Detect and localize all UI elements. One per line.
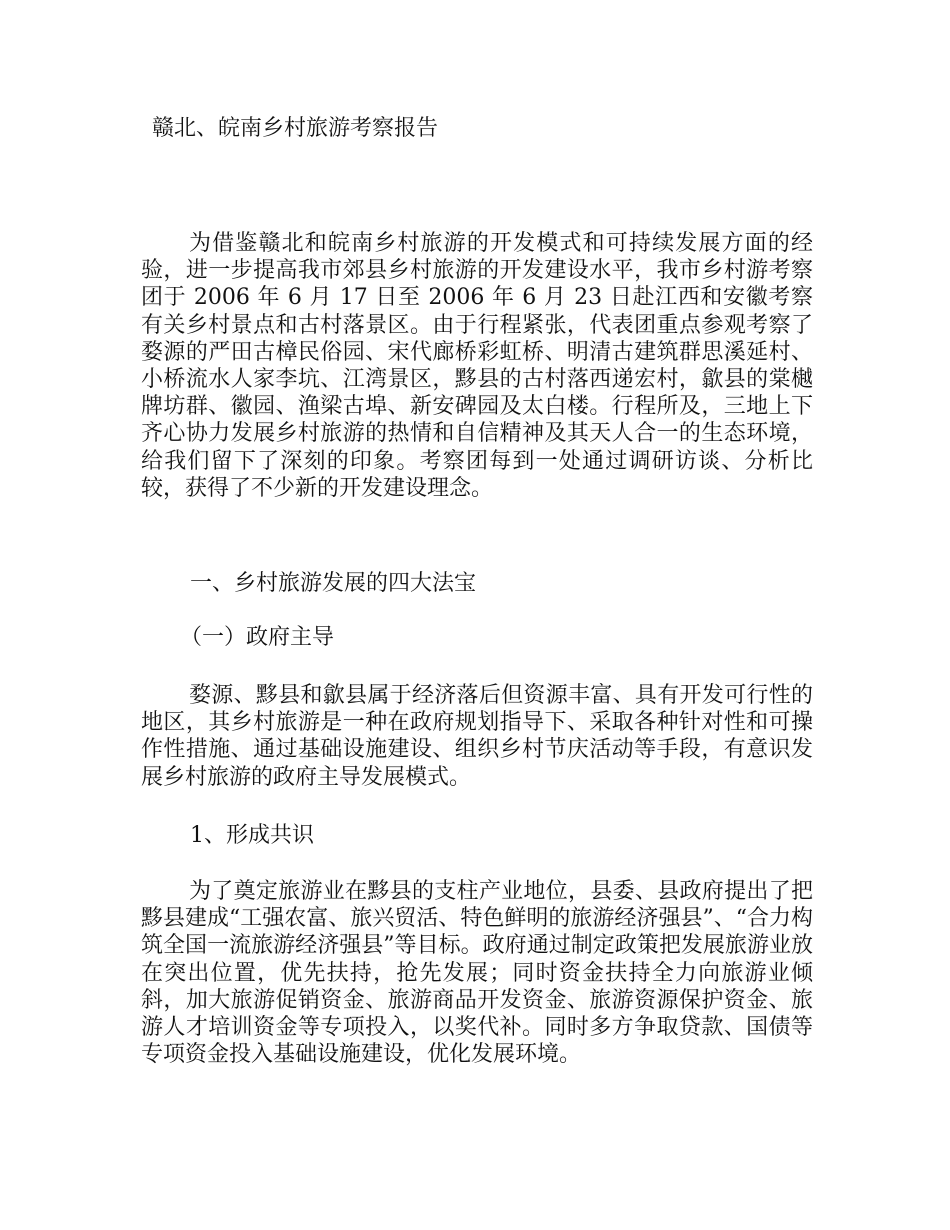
government-led-paragraph: 婺源、黟县和歙县属于经济落后但资源丰富、具有开发可行性的地区，其乡村旅游是一种在政府规划指导下、采取各种针对性和可操作性措施、通过基础设施建设、组织乡村节庆活动等手段，有意识发展乡村旅游的政府主导发展模式。: [141, 683, 813, 790]
document-title: 赣北、皖南乡村旅游考察报告: [152, 116, 439, 141]
intro-paragraph: 为借鉴赣北和皖南乡村旅游的开发模式和可持续发展方面的经验，进一步提高我市郊县乡村旅游的开发建设水平，我市乡村游考察团于 2006 年 6 月 17 日至 2006 年 6 月 23 日赴江西和安徽考察有关乡村景点和古村落景区。由于行程紧张，代表团重点参观考察了婺源的严田古樟民俗园、宋代廊桥彩虹桥、明清古建筑群思溪延村、小桥流水人家李坑、江湾景区，黟县的古村落西递宏村，歙县的棠樾牌坊群、徽园、渔梁古埠、新安碑园及太白楼。行程所及，三地上下齐心协力发展乡村旅游的热情和自信精神及其天人合一的生态环境，给我们留下了深刻的印象。考察团每到一处通过调研访谈、分析比较，获得了不少新的开发建设理念。: [141, 231, 813, 501]
item-heading-1: 1、形成共识: [190, 823, 314, 848]
subsection-heading-1: （一）政府主导: [180, 625, 335, 650]
consensus-paragraph: 为了奠定旅游业在黟县的支柱产业地位，县委、县政府提出了把黟县建成“工强农富、旅兴贸活、特色鲜明的旅游经济强县”、“合力构筑全国一流旅游经济强县”等目标。政府通过制定政策把发展旅游业放在突出位置，优先扶持，抢先发展；同时资金扶持全力向旅游业倾斜，加大旅游促销资金、旅游商品开发资金、旅游资源保护资金、旅游人才培训资金等专项投入，以奖代补。同时多方争取贷款、国债等专项资金投入基础设施建设，优化发展环境。: [141, 879, 813, 1068]
section-heading-1: 一、乡村旅游发展的四大法宝: [190, 571, 477, 596]
